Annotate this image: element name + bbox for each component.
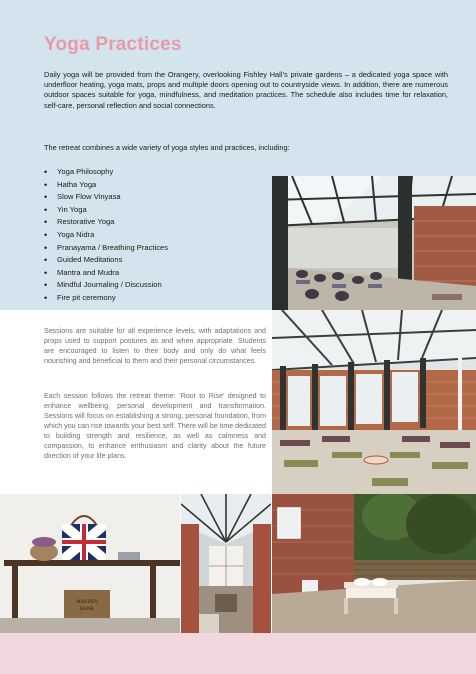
list-item: • Hatha Yoga (44, 179, 168, 192)
bottom-background-band (0, 633, 476, 674)
list-item: • Yoga Philosophy (44, 166, 168, 179)
list-item: • Mindful Journaling / Discussion (44, 279, 168, 292)
intro-paragraph: Daily yoga will be provided from the Orangery, overlooking Fishley Hall’s private gardens – a dedicated yoga space with underfloor heating, yoga mats, props and multiple doors opening out to countryside views. In addition, there are numerous outdoor spaces suitable for yoga, mindfulness, and meditation practices. The schedule also includes time for relaxation, self-care, personal reflection and social connections. (44, 70, 448, 110)
sessions-paragraph: Sessions are suitable for all experience levels, with adaptations and props used to support postures as and when appropriate. Students are encouraged to listen to their body and only do what feels nourishing and beneficial to them and their personal circumstances. (44, 327, 266, 365)
list-item: • Mantra and Mudra (44, 267, 168, 280)
list-item: • Pranayama / Breathing Practices (44, 242, 168, 255)
list-item: • Guided Meditations (44, 254, 168, 267)
list-item: • Yin Yoga (44, 204, 168, 217)
list-item: • Slow Flow Vinyasa (44, 191, 168, 204)
list-item: • Yoga Nidra (44, 229, 168, 242)
crate-text-top: MAYDEN (76, 600, 98, 605)
garden-lounger-photo (272, 494, 476, 633)
crate-text-bottom: BANK (79, 607, 95, 612)
orangery-corridor-photo (181, 494, 271, 633)
bench-decor-photo (0, 494, 180, 633)
orangery-class-photo (272, 176, 476, 310)
list-item: • Fire pit ceremony (44, 292, 168, 305)
orangery-mats-photo (272, 310, 476, 494)
list-intro-paragraph: The retreat combines a wide variety of yoga styles and practices, including: (44, 143, 290, 152)
theme-paragraph: Each session follows the retreat theme: ‘Root to Rise’ designed to enhance wellbeing, personal development and transformation. Sessions will focus on establishing a strong, personal foundation, from which you can rise towards your best self. There will be time dedicated to building strength and resilience, as well as calmness and compassion, to enhance enthusiasm and clarity about the future direction of your life plans. (44, 392, 266, 460)
yoga-practices-list (44, 166, 168, 305)
list-item: • Restorative Yoga (44, 216, 168, 229)
page-title: Yoga Practices (44, 34, 182, 55)
